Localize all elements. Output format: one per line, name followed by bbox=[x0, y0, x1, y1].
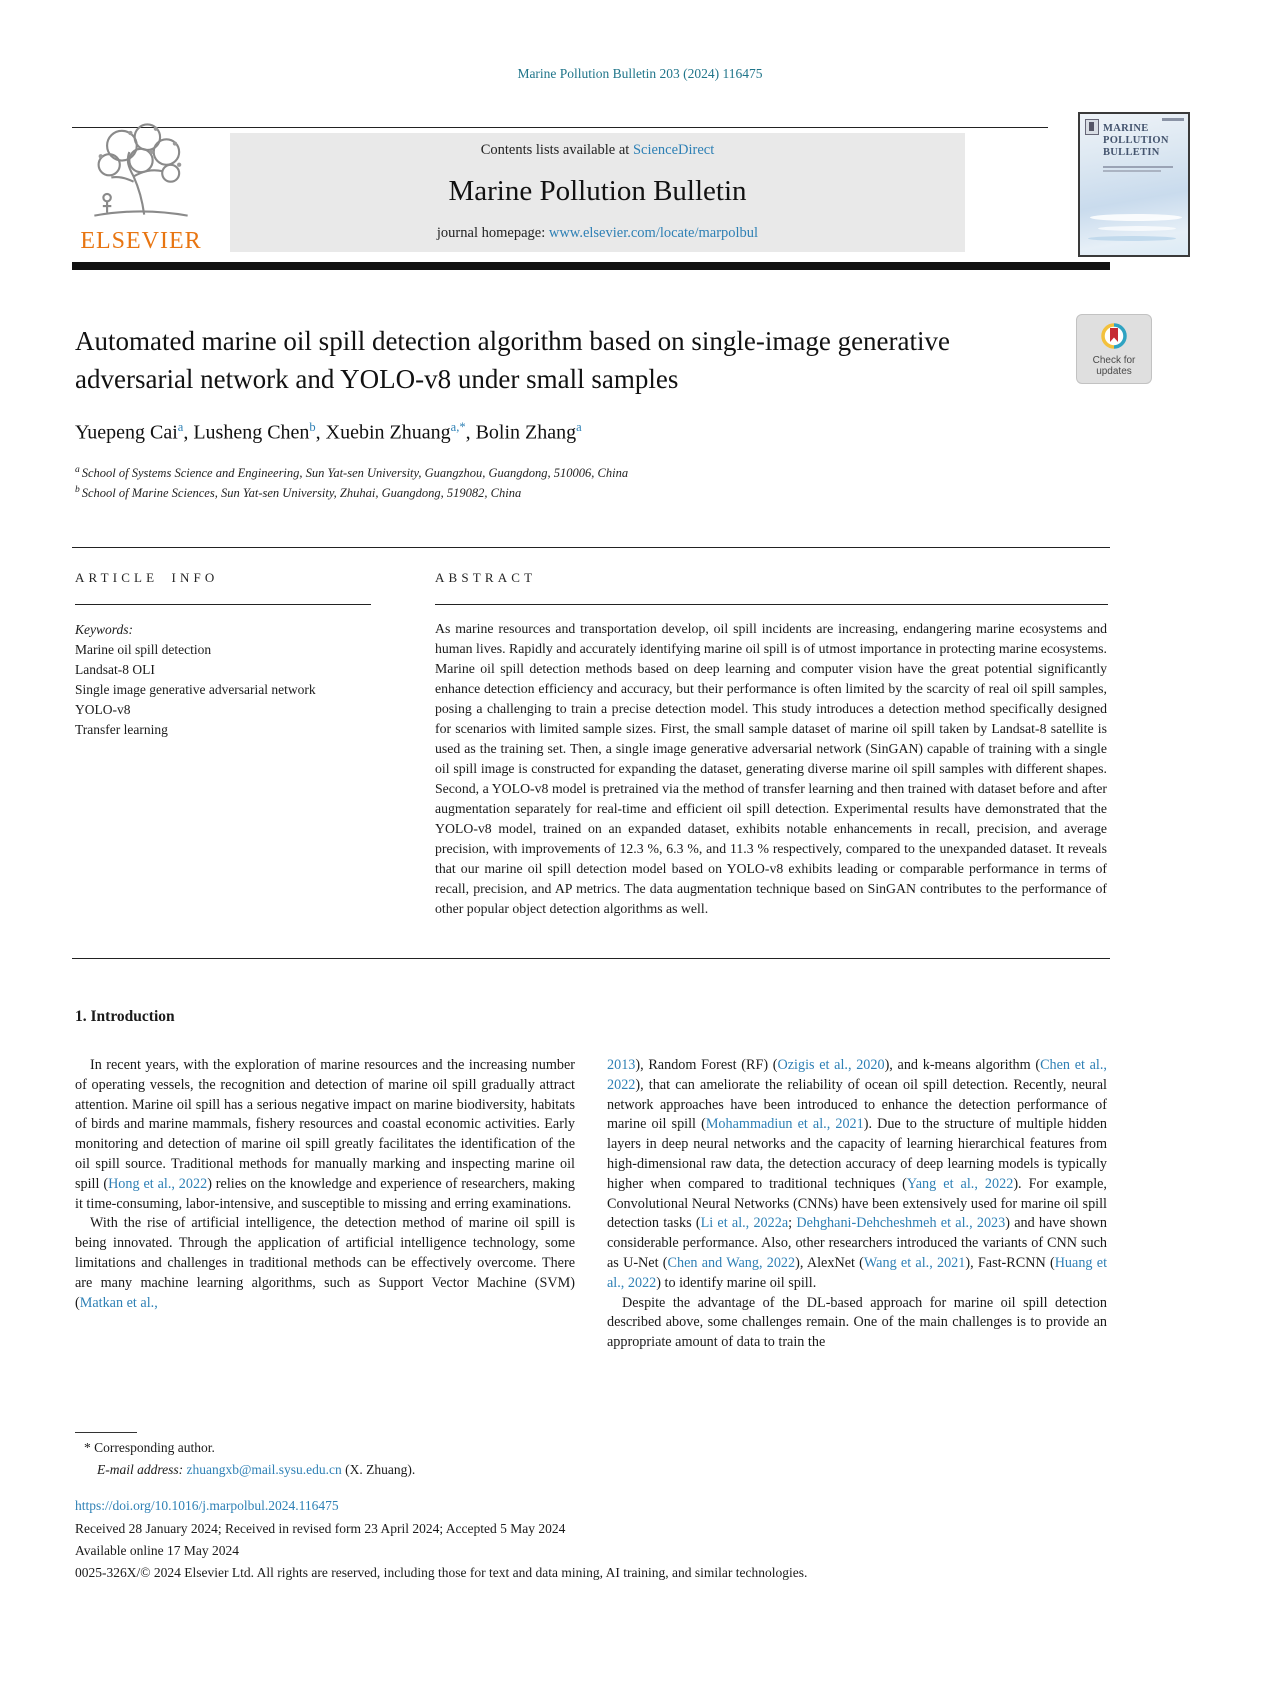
text-segment: ), Random Forest (RF) ( bbox=[635, 1057, 778, 1073]
elsevier-logo bbox=[76, 116, 206, 255]
cover-subtitle-bar bbox=[1103, 170, 1161, 172]
check-updates-icon bbox=[1098, 321, 1130, 353]
article-info-heading: ARTICLE INFO bbox=[75, 570, 219, 585]
abstract-heading: ABSTRACT bbox=[435, 570, 537, 585]
keyword-item: Single image generative adversarial network bbox=[75, 682, 316, 697]
inline-citation-link[interactable]: Ozigis et al., 2020 bbox=[777, 1057, 885, 1073]
affiliation-sup: b bbox=[75, 485, 80, 496]
text-segment: ), that can ameliorate the reliability of ocean oil spill detection. Recently, neural network approaches have been introduced to enhance the detection performance of marine oil spill ( bbox=[607, 1076, 1107, 1133]
corresponding-author-text: Corresponding author. bbox=[94, 1440, 215, 1455]
cover-wave-art bbox=[1090, 214, 1182, 221]
text-segment: Xuebin Zhuang bbox=[325, 421, 451, 444]
abstract-text: As marine resources and transportation develop, oil spill incidents are increasing, endangering marine ecosystems and human lives. Rapidly and accurately identifying marine oil spill is of utmost importance in protecting marine ecosystems. Marine oil spill detection methods based on deep learning and computer vision have the great potential significantly enhance detection efficiency and accuracy, but their performance is often limited by the scarcity of real oil spill samples, posing a challenging to train a precise detection model. This study introduces a detection method specifically designed for scenarios with limited sample sizes. First, the small sample dataset of marine oil spill taken by Landsat-8 satellite is used as the training set. Then, a single image generative adversarial network (SinGAN) capable of training with a single oil spill image is constructed for expanding the dataset, generating diverse marine oil spill samples with different shapes. Second, a YOLO-v8 model is pretrained via the method of transfer learning and then trained with dataset before and after augmentation separately for real-time and efficient oil spill detection. Experimental results have demonstrated that the YOLO-v8 model, trained on an expanded dataset, exhibits notable enhancements in recall, precision, and average precision, with improvements of 12.3 %, 6.3 %, and 11.3 % respectively, compared to the unexpanded dataset. It reveals that our marine oil spill detection model based on YOLO-v8 exhibits leading or comparable performance in terms of recall, precision, and AP metrics. The data augmentation technique based on SinGAN contributes to the performance of other popular object detection algorithms as well. bbox=[435, 621, 1107, 916]
text-segment: Bolin Zhang bbox=[475, 421, 577, 444]
email-link[interactable]: zhuangxb@mail.sysu.edu.cn bbox=[186, 1462, 342, 1477]
text-segment: Yuepeng Cai bbox=[75, 421, 178, 444]
email-line bbox=[97, 1462, 415, 1478]
inline-citation-link[interactable]: Mohammadiun et al., 2021 bbox=[705, 1116, 864, 1133]
text-segment: ) relies on the knowledge and experience of researchers, making it time-consuming, labor-intensive, and susceptible to missing and erring examinations. bbox=[75, 1175, 575, 1212]
cover-title: MARINE POLLUTION BULLETIN bbox=[1103, 123, 1169, 158]
header-top-rule bbox=[72, 127, 1048, 128]
inline-citation-link[interactable]: Matkan et al., bbox=[79, 1294, 158, 1311]
journal-title: Marine Pollution Bulletin bbox=[448, 175, 747, 207]
affiliation-item bbox=[75, 462, 1035, 482]
inline-citation-link[interactable]: Chen and Wang, 2022 bbox=[667, 1254, 796, 1271]
article-info-rule bbox=[75, 604, 371, 605]
homepage-label: journal homepage: bbox=[436, 225, 549, 241]
elsevier-tree-icon bbox=[77, 116, 205, 222]
footnote-rule bbox=[75, 1432, 137, 1433]
doi-link[interactable]: https://doi.org/10.1016/j.marpolbul.2024.116475 bbox=[75, 1498, 339, 1513]
inline-citation-link[interactable]: Hong et al., 2022 bbox=[108, 1175, 208, 1192]
keyword-item: YOLO-v8 bbox=[75, 702, 131, 717]
check-updates-label: Check for updates bbox=[1092, 355, 1136, 377]
available-online: Available online 17 May 2024 bbox=[75, 1543, 239, 1558]
inline-citation-link[interactable]: Dehghani-Dehcheshmeh et al., 2023 bbox=[796, 1215, 1006, 1232]
contents-lists-text: Contents lists available at bbox=[480, 142, 633, 158]
keywords-block bbox=[75, 620, 375, 740]
homepage-link[interactable]: www.elsevier.com/locate/marpolbul bbox=[548, 225, 759, 241]
affiliation-text: School of Marine Sciences, Sun Yat-sen University, Zhuhai, Guangdong, 519082, China bbox=[81, 486, 522, 501]
text-segment: , bbox=[315, 421, 326, 444]
paragraph bbox=[75, 1056, 575, 1214]
elsevier-wordmark: ELSEVIER bbox=[80, 228, 202, 254]
journal-citation-header: Marine Pollution Bulletin 203 (2024) 116475 bbox=[517, 66, 763, 81]
body-column-right bbox=[607, 1056, 1107, 1353]
text-segment: ), Fast-RCNN ( bbox=[965, 1254, 1055, 1271]
paragraph bbox=[607, 1294, 1107, 1353]
affiliation-text: School of Systems Science and Engineering, Sun Yat-sen University, Guangzhou, Guangdong, 510006, China bbox=[81, 466, 629, 481]
text-segment: ) and have shown considerable performance. Also, other researchers introduced the variants of CNN such as U-Net ( bbox=[607, 1215, 1107, 1271]
divider-rule bbox=[72, 958, 1110, 959]
abstract-rule bbox=[435, 604, 1108, 605]
check-updates-badge[interactable] bbox=[1076, 314, 1152, 384]
inline-citation-link[interactable]: Chen et al., 2022 bbox=[607, 1057, 1107, 1093]
text-segment: Despite the advantage of the DL-based approach for marine oil spill detection described above, some challenges remain. One of the main challenges is to provide an appropriate amount of data to train the bbox=[607, 1294, 1107, 1351]
inline-citation-link[interactable]: Li et al., 2022a bbox=[700, 1215, 789, 1232]
received-dates: Received 28 January 2024; Received in revised form 23 April 2024; Accepted 5 May 2024 bbox=[75, 1521, 566, 1536]
keywords-label: Keywords: bbox=[75, 622, 133, 637]
footnote-star: * bbox=[84, 1440, 91, 1455]
cover-issn-bar bbox=[1162, 118, 1184, 121]
cover-wave-art bbox=[1088, 236, 1176, 241]
author-affiliation-sup: a,* bbox=[450, 420, 466, 434]
text-segment: ; bbox=[788, 1215, 797, 1232]
text-segment: Lusheng Chen bbox=[193, 421, 310, 444]
corresponding-author-note bbox=[84, 1440, 215, 1456]
author-affiliation-sup: b bbox=[309, 420, 316, 434]
text-segment: ). Due to the structure of multiple hidden layers in deep neural networks and the capacity of learning hierarchical features from high-dimensional raw data, the detection accuracy of deep learning models is typically higher when compared to traditional techniques ( bbox=[607, 1116, 1107, 1192]
affiliation-item bbox=[75, 482, 1035, 502]
email-suffix: (X. Zhuang). bbox=[345, 1462, 416, 1477]
affiliation-sup: a bbox=[75, 465, 80, 475]
text-segment: ). For example, Convolutional Neural Networks (CNNs) have been extensively used for marine oil spill detection tasks ( bbox=[607, 1175, 1107, 1232]
author-affiliation-sup: a bbox=[177, 420, 184, 434]
keyword-item: Marine oil spill detection bbox=[75, 642, 212, 657]
cover-elsevier-mini-logo bbox=[1085, 119, 1099, 135]
text-segment: ), AlexNet ( bbox=[795, 1254, 864, 1271]
inline-citation-link[interactable]: Yang et al., 2022 bbox=[906, 1175, 1014, 1192]
divider-rule bbox=[72, 547, 1110, 548]
header-thick-rule bbox=[72, 262, 1110, 270]
text-segment: , bbox=[183, 421, 194, 444]
body-column-left bbox=[75, 1056, 575, 1313]
text-segment: ) to identify marine oil spill. bbox=[656, 1274, 817, 1291]
inline-citation-link[interactable]: Huang et al., 2022 bbox=[607, 1254, 1108, 1291]
journal-cover-thumbnail[interactable] bbox=[1078, 112, 1190, 257]
text-segment: , bbox=[465, 421, 476, 444]
paragraph bbox=[607, 1056, 1107, 1294]
keyword-item: Landsat-8 OLI bbox=[75, 662, 155, 677]
journal-header-box bbox=[230, 133, 965, 252]
authors-line bbox=[75, 420, 1035, 445]
sciencedirect-link[interactable]: ScienceDirect bbox=[632, 142, 715, 158]
contents-lists-line bbox=[230, 142, 965, 159]
journal-homepage-line bbox=[230, 225, 965, 242]
affiliations bbox=[75, 462, 1035, 502]
text-segment: In recent years, with the exploration of marine resources and the increasing number of operating vessels, the recognition and detection of marine oil spill gradually attract attention. Marine oil spill has a serious negative impact on marine biodiversity, habitats of birds and marine mammals, fishery resources and coastal economic activities. Early monitoring and detection of marine oil spill greatly facilitates the identification of the oil spill source. Traditional methods for manually marking and inspecting marine oil spill ( bbox=[75, 1057, 575, 1192]
author-affiliation-sup: a bbox=[576, 420, 582, 434]
copyright-line: 0025-326X/© 2024 Elsevier Ltd. All rights are reserved, including those for text and data mining, AI training, and similar technologies. bbox=[75, 1565, 808, 1580]
article-title: Automated marine oil spill detection algorithm based on single-image generative adversarial network and YOLO-v8 under small samples bbox=[75, 326, 950, 394]
introduction-heading: 1. Introduction bbox=[75, 1008, 175, 1025]
cover-wave-art bbox=[1098, 226, 1176, 231]
cover-subtitle-bar bbox=[1103, 166, 1173, 168]
text-segment: With the rise of artificial intelligence, the detection method of marine oil spill is being innovated. Through the application of artificial intelligence technology, some limitations and challenges in traditional methods can be effectively overcome. There are many machine learning algorithms, such as Support Vector Machine (SVM) ( bbox=[75, 1215, 575, 1311]
paragraph bbox=[75, 1214, 575, 1313]
email-label: E-mail address: bbox=[97, 1462, 184, 1477]
inline-citation-link[interactable]: Wang et al., 2021 bbox=[863, 1254, 966, 1271]
keyword-item: Transfer learning bbox=[75, 722, 168, 737]
text-segment: ), and k-means algorithm ( bbox=[884, 1057, 1041, 1073]
inline-citation-link[interactable]: 2013 bbox=[607, 1057, 636, 1073]
